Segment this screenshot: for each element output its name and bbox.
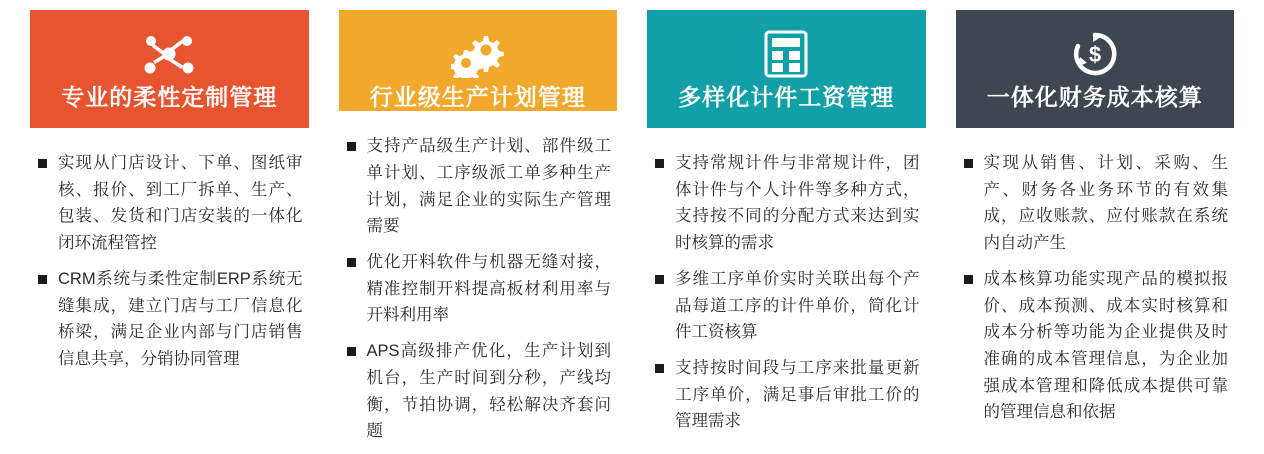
feature-card-3 (647, 10, 926, 454)
bullet-list-3 (653, 150, 920, 435)
card-header-1 (30, 10, 309, 128)
list-item: 支持常规计件与非常规计件，团体计件与个人计件等多种方式，支持按不同的分配方式来达到实时核算的需求 (653, 150, 920, 257)
list-item: CRM系统与柔性定制ERP系统无缝集成，建立门店与工厂信息化桥梁，满足企业内部与门店销售信息共享，分销协同管理 (36, 266, 303, 373)
dollar-refresh-icon (1069, 26, 1121, 82)
card-title-2: 行业级生产计划管理 (369, 84, 586, 110)
card-body-2 (339, 111, 618, 454)
list-item: 优化开料软件与机器无缝对接，精准控制开料提高板材利用率与开料利用率 (345, 249, 612, 329)
card-title-3: 多样化计件工资管理 (678, 84, 895, 110)
card-header-3 (647, 10, 926, 128)
molecule-icon (142, 26, 196, 82)
list-item: 实现从门店设计、下单、图纸审核、报价、到工厂拆单、生产、包装、发货和门店安装的一体化闭环流程管控 (36, 150, 303, 257)
feature-card-4 (956, 10, 1235, 454)
bullet-list-1 (36, 150, 303, 373)
bullet-list-2 (345, 133, 612, 445)
list-item: 实现从销售、计划、采购、生产、财务各业务环节的有效集成，应收账款、应付账款在系统内自动产生 (962, 150, 1229, 257)
list-item: 多维工序单价实时关联出每个产品每道工序的计件单价，简化计件工资核算 (653, 266, 920, 346)
feature-card-2 (339, 10, 618, 454)
svg-text:$: $ (1088, 42, 1101, 67)
calculator-icon (762, 26, 810, 82)
card-body-3 (647, 128, 926, 444)
card-header-4 (956, 10, 1235, 128)
card-header-2 (339, 10, 618, 111)
bullet-list-4 (962, 150, 1229, 426)
card-title-1: 专业的柔性定制管理 (61, 84, 278, 110)
list-item: APS高级排产优化，生产计划到机台，生产时间到分秒，产线均衡，节拍协调，轻松解决齐套问题 (345, 338, 612, 445)
list-item: 成本核算功能实现产品的模拟报价、成本预测、成本实时核算和成本分析等功能为企业提供及时准确的成本管理信息，为企业加强成本管理和降低成本提供可靠的管理信息和依据 (962, 266, 1229, 426)
list-item: 支持产品级生产计划、部件级工单计划、工序级派工单多种生产计划，满足企业的实际生产管理需要 (345, 133, 612, 240)
card-body-1 (30, 128, 309, 382)
feature-card-1 (30, 10, 309, 454)
card-body-4 (956, 128, 1235, 435)
gears-icon (451, 26, 505, 82)
list-item: 支持按时间段与工序来批量更新工序单价，满足事后审批工价的管理需求 (653, 355, 920, 435)
card-title-4: 一体化财务成本核算 (986, 84, 1203, 110)
